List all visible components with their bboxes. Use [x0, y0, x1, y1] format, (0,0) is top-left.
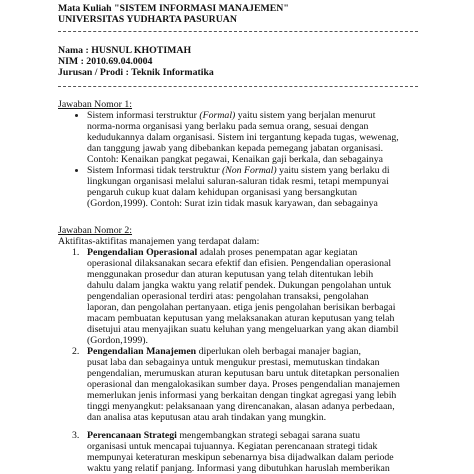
separator-line	[58, 86, 418, 87]
item-1-line: disetujui atau menyajikan suatu keluhan yang mengeluarkan yang akan diambil	[87, 324, 399, 335]
answer-1-bullet-2-line: lingkungan organisasi melalui saluran-saluran tidak resmi, tetapi mempunyai	[87, 176, 389, 187]
item-2-line: pusat laba dan sebagainya untuk mengukur prestasi, memutuskan tindakan	[87, 357, 380, 368]
answer-1-bullet-1-line: kedudukannya dalam organisasi. Sistem ini tergantung kepada tugas, wewenag,	[87, 132, 399, 143]
bullet-icon	[75, 114, 78, 117]
item-2-line: dan analisa atas keputusan atau arah tindakan yang mungkin.	[87, 412, 327, 423]
item-3-first-line: Perencanaan Strategi mengembangkan strategi sebagai sarana suatu	[87, 430, 360, 441]
answer-1-bullet-1-line: dan tanggung jawab yang dibebankan kepada pemegang jabatan organisasi.	[87, 143, 384, 154]
answer-1-bullet-1-line-1: Sistem informasi terstruktur (Formal) yaitu sistem yang berjalan menurut	[87, 110, 376, 121]
item-1-line: dahulu dalam jangka waktu yang relatif pendek. Dukungan pengolahan untuk	[87, 280, 392, 291]
list-number: 1.	[72, 247, 80, 258]
list-number: 2.	[72, 346, 80, 357]
item-1-first-line: Pengendalian Operasional adalah proses penempatan agar kegiatan	[87, 247, 358, 258]
item-1-line: macam pembuatan keputusan yang melaksanakan aturan keputusan yang telah	[87, 313, 395, 324]
item-3-line: waktu yang relatif panjang. Informasi yang dibutuhkan haruslah memberikan	[87, 463, 390, 474]
item-3-line: mempunyai keteraturan meskipun sebenarnya bisa dijadwalkan dalam periode	[87, 452, 394, 463]
student-nim: NIM : 2010.69.04.0004	[58, 56, 153, 67]
item-1-line: laporan, dan pengolahan pertanyaan. etiga jenis pengolahan berisikan berbagai	[87, 302, 396, 313]
item-2-line: operasional dan mengalokasikan sumber daya. Proses pengendalian manajemen	[87, 379, 400, 390]
separator-line	[58, 31, 418, 32]
bullet-icon	[75, 169, 78, 172]
item-2-first-line: Pengendalian Manajemen diperlukan oleh berbagai manajer bagian,	[87, 346, 361, 357]
item-2-line: pengendalian, merumuskan aturan keputusan baru untuk ditetapkan personalien	[87, 368, 400, 379]
item-1-line: menggunakan prosedur dan aturan keputusan yang telah ditentukan lebih	[87, 269, 374, 280]
item-3-line: organisasi untuk mencapai tujuannya. Kegiatan perencanaan strategi tidak	[87, 441, 378, 452]
answer-1-bullet-1-line: Contoh: Kenaikan pangkat pegawai, Kenaikan gaji berkala, dan sebagainya	[87, 154, 383, 165]
item-2-line: tinggi menyangkut: pelaksanaan yang direncanakan, alasan adanya perbedaan,	[87, 401, 395, 412]
answer-1-bullet-1-line: norma-norma organisasi yang berlaku pada semua orang, sesuai dengan	[87, 121, 369, 132]
student-name: Nama : HUSNUL KHOTIMAH	[58, 45, 192, 56]
answer-1-bullet-2-line: (Gordon,1999). Contoh: Surat izin tidak masuk karyawan, dan sebagainya	[87, 198, 378, 209]
answer-1-bullet-2-line-1: Sistem Informasi tidak terstruktur (Non Formal) yaitu sistem yang berlaku di	[87, 165, 390, 176]
university-name: UNIVERSITAS YUDHARTA PASURUAN	[58, 14, 237, 25]
item-1-line: pengendalian operasional terdiri atas: pengolahan transaksi, pengolahan	[87, 291, 369, 302]
list-number: 3.	[72, 430, 80, 441]
answer-1-heading: Jawaban Nomor 1:	[58, 99, 133, 110]
answer-2-heading: Jawaban Nomor 2:	[58, 225, 133, 236]
student-major: Jurusan / Prodi : Teknik Informatika	[58, 67, 214, 78]
answer-2-intro: Aktifitas-aktifitas manajemen yang terdapat dalam:	[58, 236, 260, 247]
item-1-line: operasional dilaksanakan secara efektif dan efisien. Pengendalian operasional	[87, 258, 392, 269]
answer-1-bullet-2-line: pengaruh cukup kuat dalam kehidupan organisasi yang bersangkutan	[87, 187, 357, 198]
item-2-line: memerlukan jenis informasi yang berkaitan dengan tingkat agregasi yang lebih	[87, 390, 397, 401]
item-1-line: (Gordon,1999).	[87, 335, 148, 346]
course-title: Mata Kuliah "SISTEM INFORMASI MANAJEMEN"	[58, 3, 289, 14]
